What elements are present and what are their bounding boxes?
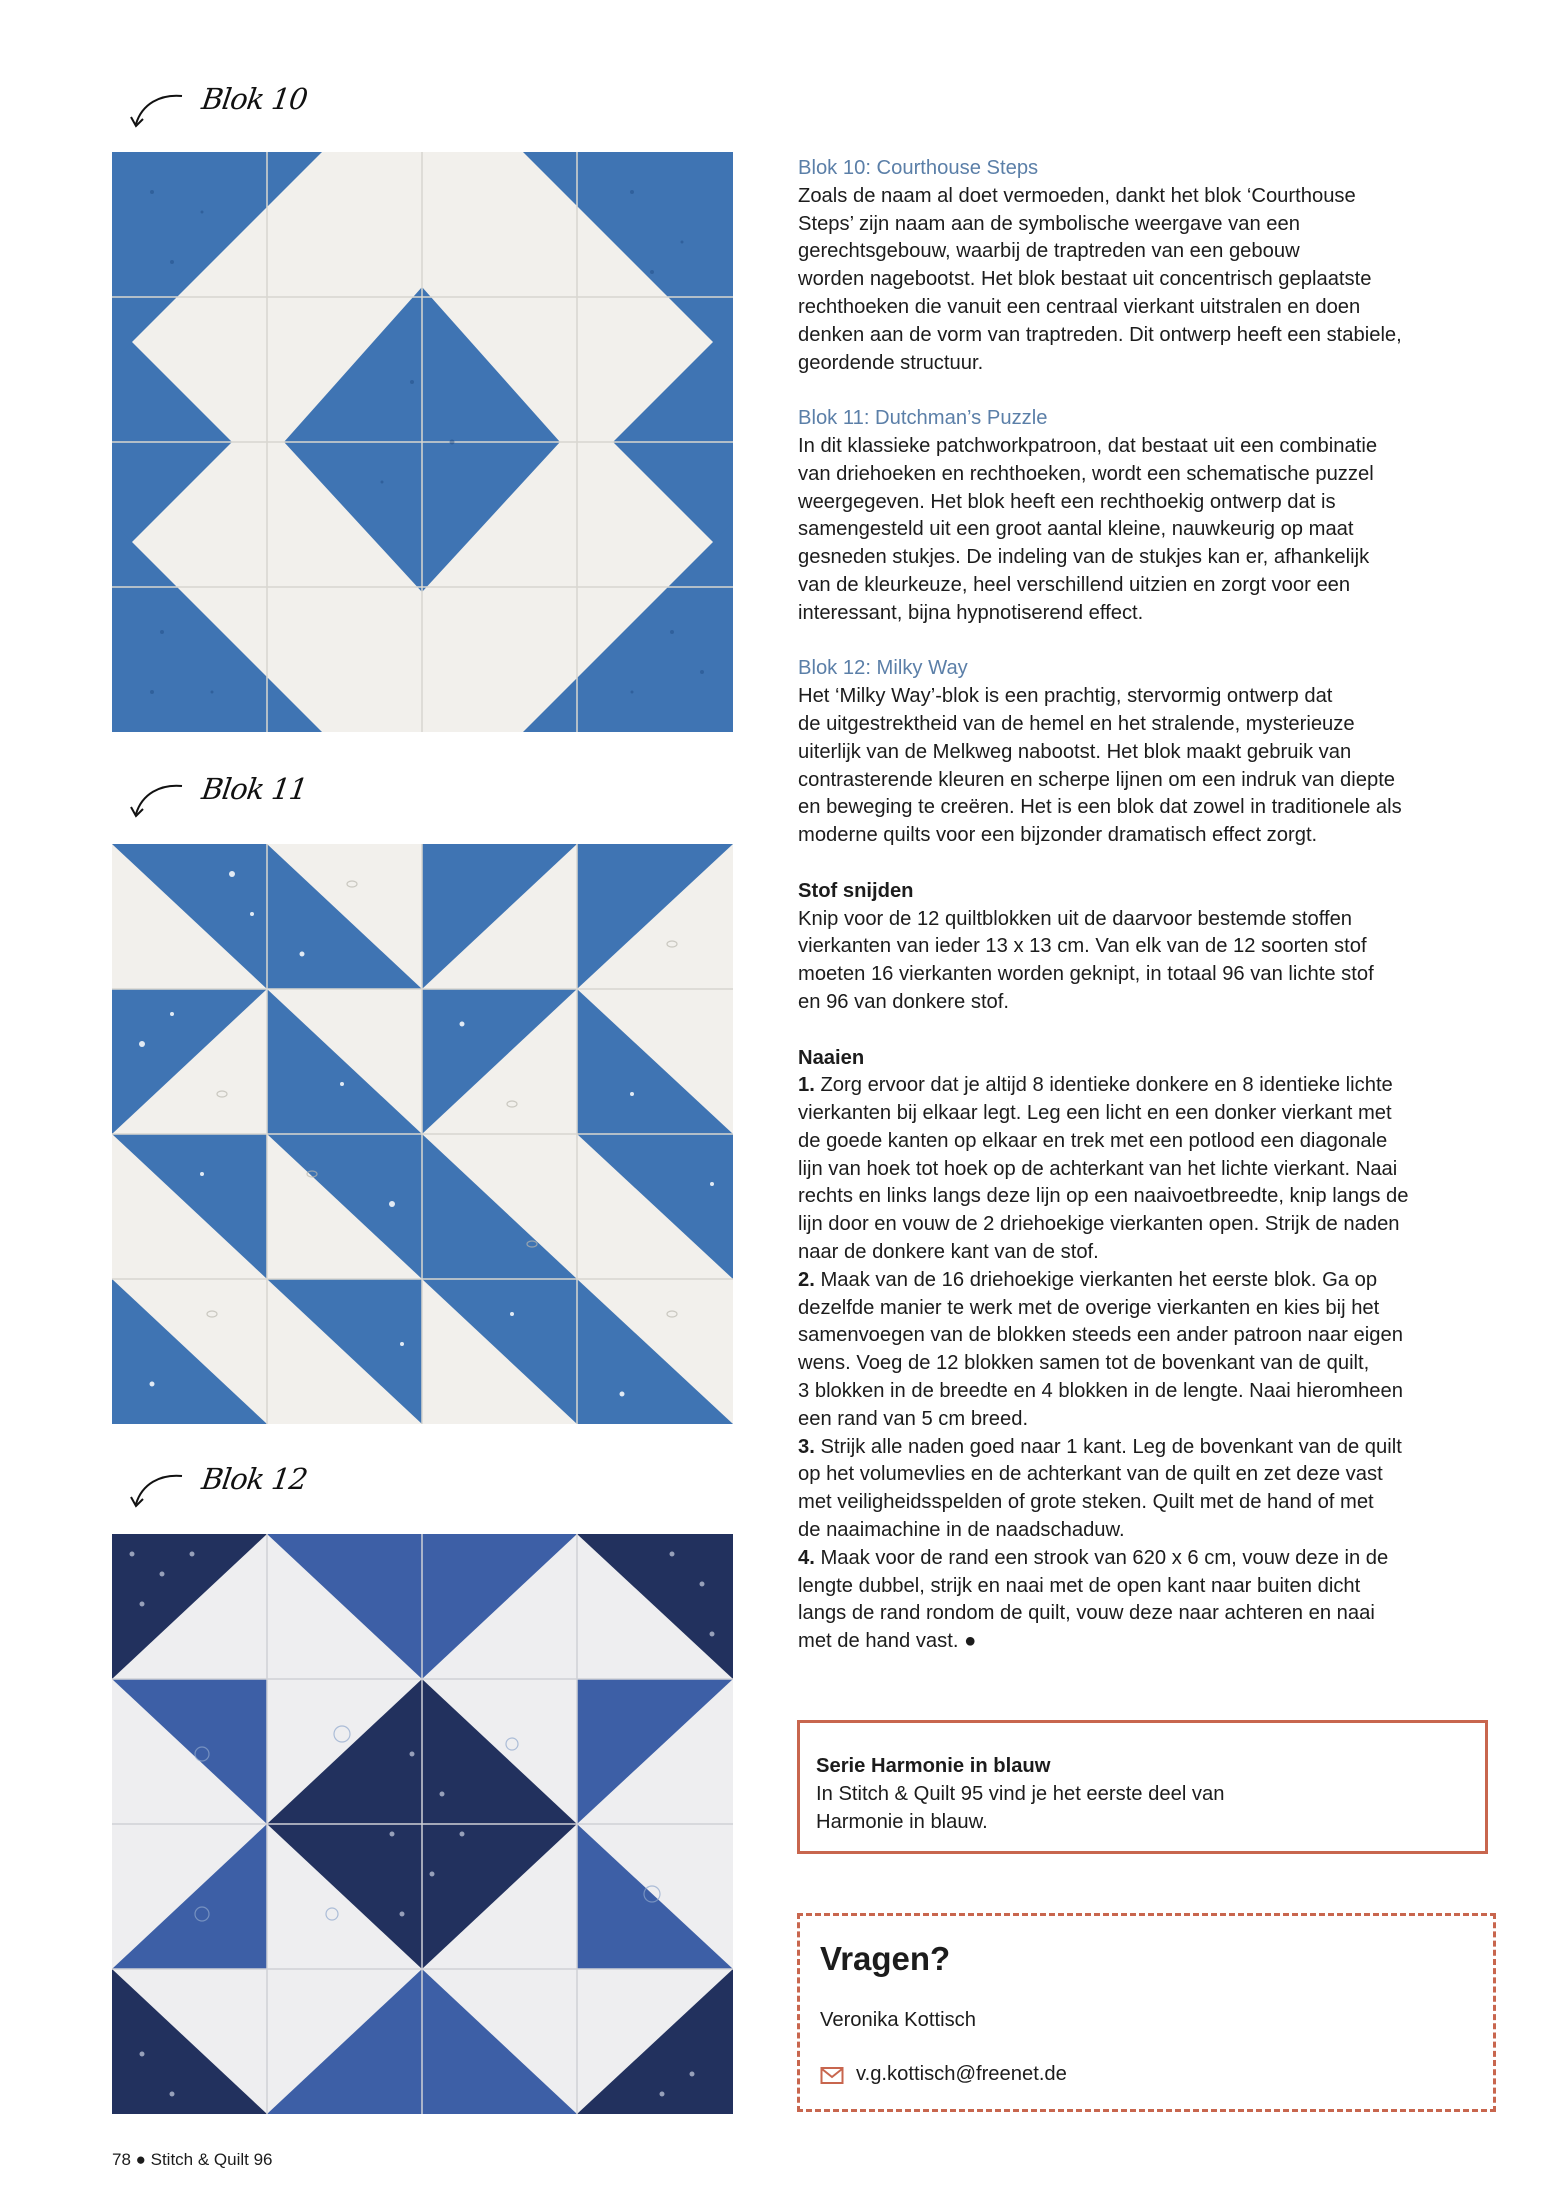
text-line: In dit klassieke patchworkpatroon, dat bestaat uit een combinatie xyxy=(798,434,1378,457)
text-line: In Stitch & Quilt 95 vind je het eerste deel van xyxy=(816,1782,1225,1805)
envelope-icon xyxy=(820,2065,844,2085)
naaien-step-1 xyxy=(798,1072,1458,1267)
text-line: dezelfde manier te werk met de overige vierkanten en kies bij het xyxy=(798,1296,1380,1319)
blok10-label xyxy=(130,82,390,146)
text-line: lengte dubbel, strijk en naai met de open kant naar buiten dicht xyxy=(798,1574,1361,1597)
step-text: Zorg ervoor dat je altijd 8 identieke donkere en 8 identieke lichte xyxy=(814,1074,1393,1097)
page-footer: 78 ● Stitch & Quilt 96 xyxy=(112,2150,273,2169)
text-line: de uitgestrektheid van de hemel en het stralende, mysterieuze xyxy=(798,712,1355,735)
text-line: Harmonie in blauw. xyxy=(816,1810,988,1833)
step-text: Strijk alle naden goed naar 1 kant. Leg de bovenkant van de quilt xyxy=(814,1435,1402,1458)
blok11-body xyxy=(798,433,1458,628)
text-line: Steps’ zijn naam aan de symbolische weergave van een xyxy=(798,212,1300,235)
blok10-body xyxy=(798,183,1458,378)
text-line: uiterlijk van de Melkweg nabootst. Het blok maakt gebruik van xyxy=(798,740,1352,763)
curved-arrow-icon xyxy=(130,776,190,826)
text-line: rechts en links langs deze lijn op een naaivoetbreedte, knip langs de xyxy=(798,1185,1409,1208)
text-line: interessant, bijna hypnotiserend effect. xyxy=(798,601,1144,624)
text-line xyxy=(798,1267,1458,1295)
stof-heading: Stof snijden xyxy=(798,879,914,902)
series-box xyxy=(797,1720,1488,1854)
text-line: rechthoeken die vanuit een centraal vierkant uitstralen en doen xyxy=(798,295,1361,318)
text-line: met veiligheidsspelden of grote steken. Quilt met de hand of met xyxy=(798,1491,1374,1514)
text-line: de goede kanten op elkaar en trek met een potlood een diagonale xyxy=(798,1129,1388,1152)
step-number: 1. xyxy=(798,1074,815,1097)
text-line: Knip voor de 12 quiltblokken uit de daarvoor bestemde stoffen xyxy=(798,907,1353,930)
text-line: vierkanten van ieder 13 x 13 cm. Van elk van de 12 soorten stof xyxy=(798,935,1367,958)
naaien-heading: Naaien xyxy=(798,1046,865,1069)
blok10-title: Blok 10: Courthouse Steps xyxy=(798,157,1039,179)
text-line: naar de donkere kant van de stof. xyxy=(798,1241,1099,1264)
text-line: samengesteld uit een groot aantal kleine, nauwkeurig op maat xyxy=(798,518,1354,541)
text-line: 3 blokken in de breedte en 4 blokken in de lengte. Naai hieromheen xyxy=(798,1380,1403,1403)
text-line: een rand van 5 cm breed. xyxy=(798,1407,1029,1430)
blok10-label-text: Blok 10 xyxy=(199,82,310,116)
text-line: Zoals de naam al doet vermoeden, dankt het blok ‘Courthouse xyxy=(798,184,1356,207)
series-box-title: Serie Harmonie in blauw xyxy=(816,1755,1051,1777)
text-line: van driehoeken en rechthoeken, wordt een schematische puzzel xyxy=(798,462,1374,485)
step-number: 4. xyxy=(798,1546,815,1569)
text-line: de naaimachine in de naadschaduw. xyxy=(798,1519,1125,1542)
text-line: gerechtsgebouw, waarbij de traptreden van een gebouw xyxy=(798,240,1300,263)
step-text: Maak voor de rand een strook van 620 x 6 cm, vouw deze in de xyxy=(814,1546,1389,1569)
text-line: denken aan de vorm van traptreden. Dit ontwerp heeft een stabiele, xyxy=(798,323,1402,346)
blok12-title: Blok 12: Milky Way xyxy=(798,657,968,680)
text-line: wens. Voeg de 12 blokken samen tot de bovenkant van de quilt, xyxy=(798,1352,1370,1375)
text-line: moeten 16 vierkanten worden geknipt, in totaal 96 van lichte stof xyxy=(798,963,1374,986)
text-line: weergegeven. Het blok heeft een rechthoekig ontwerp dat is xyxy=(798,490,1336,513)
text-line: met de hand vast. ● xyxy=(798,1630,977,1653)
text-line: en beweging te creëren. Het is een blok dat zowel in traditionele als xyxy=(798,796,1402,819)
text-line: op het volumevlies en de achterkant van de quilt en zet deze vast xyxy=(798,1463,1383,1486)
blok12-label xyxy=(130,1462,390,1526)
text-line xyxy=(798,1072,1458,1100)
text-line: contrasterende kleuren en scherpe lijnen om een indruk van diepte xyxy=(798,768,1396,791)
step-number: 3. xyxy=(798,1435,815,1458)
curved-arrow-icon xyxy=(130,86,190,136)
text-line: en 96 van donkere stof. xyxy=(798,990,1009,1013)
curved-arrow-icon xyxy=(130,1466,190,1516)
naaien-step-3 xyxy=(798,1434,1458,1545)
text-line: langs de rand rondom de quilt, vouw deze naar achteren en naai xyxy=(798,1602,1375,1625)
naaien-step-2 xyxy=(798,1267,1458,1434)
blok11-label xyxy=(130,772,390,836)
text-line: moderne quilts voor een bijzonder dramatisch effect zorgt. xyxy=(798,824,1318,847)
blok12-label-text: Blok 12 xyxy=(199,1462,310,1496)
text-line xyxy=(798,1434,1458,1462)
quilt-blok10-photo xyxy=(112,152,733,732)
stof-body xyxy=(798,906,1458,1017)
text-line: samenvoegen van de blokken steeds een ander patroon naar eigen xyxy=(798,1324,1403,1347)
text-line: vierkanten bij elkaar legt. Leg een licht en een donker vierkant met xyxy=(798,1102,1392,1125)
contact-name: Veronika Kottisch xyxy=(820,2009,976,2031)
quilt-blok12-photo xyxy=(112,1534,733,2114)
text-line xyxy=(798,1545,1458,1573)
article-text xyxy=(798,155,1458,1656)
text-line: gesneden stukjes. De indeling van de stukjes kan er, afhankelijk xyxy=(798,546,1370,569)
blok11-title: Blok 11: Dutchman’s Puzzle xyxy=(798,407,1048,430)
naaien-step-4 xyxy=(798,1545,1458,1656)
text-line: van de kleurkeuze, heel verschillend uitzien en zorgt voor een xyxy=(798,573,1351,596)
contact-email-link[interactable]: v.g.kottisch@freenet.de xyxy=(856,2063,1067,2085)
text-line: worden nagebootst. Het blok bestaat uit concentrisch geplaatste xyxy=(798,268,1372,291)
text-line: geordende structuur. xyxy=(798,351,984,374)
text-line: Het ‘Milky Way’-blok is een prachtig, stervormig ontwerp dat xyxy=(798,685,1333,708)
blok11-label-text: Blok 11 xyxy=(199,772,310,806)
contact-heading: Vragen? xyxy=(820,1940,951,1977)
step-number: 2. xyxy=(798,1268,815,1291)
text-line: lijn van hoek tot hoek op de achterkant van het lichte vierkant. Naai xyxy=(798,1157,1398,1180)
text-line: lijn door en vouw de 2 driehoekige vierkanten open. Strijk de naden xyxy=(798,1213,1400,1236)
contact-box xyxy=(797,1913,1496,2112)
contact-email-row[interactable] xyxy=(820,2063,1067,2086)
step-text: Maak van de 16 driehoekige vierkanten het eerste blok. Ga op xyxy=(814,1268,1378,1291)
quilt-blok11-photo xyxy=(112,844,733,1424)
blok12-body xyxy=(798,683,1458,850)
